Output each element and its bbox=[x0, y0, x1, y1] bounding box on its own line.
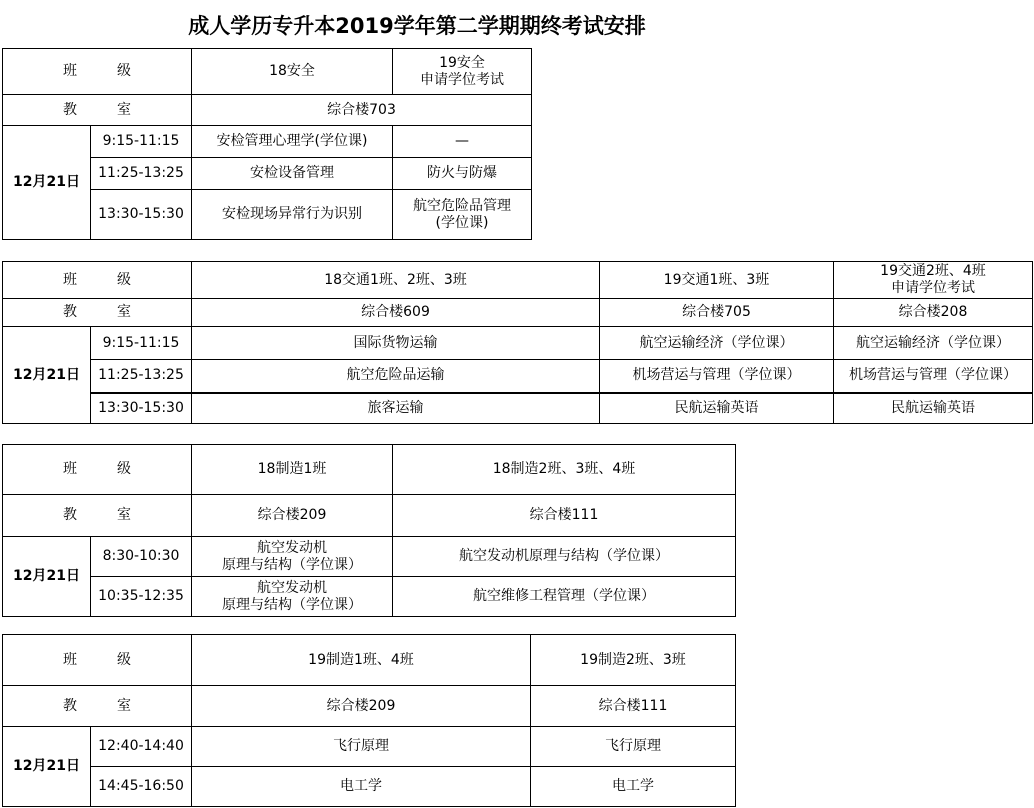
exam-subject: 安检设备管理 bbox=[192, 158, 393, 190]
exam-subject: 飞行原理 bbox=[531, 727, 736, 767]
document-title: 成人学历专升本2019学年第二学期期终考试安排 bbox=[188, 14, 646, 38]
exam-date: 12月21日 bbox=[3, 327, 91, 424]
room-cell: 综合楼209 bbox=[192, 686, 531, 727]
time-slot: 11:25-13:25 bbox=[91, 360, 192, 393]
exam-table-transport bbox=[2, 261, 1033, 424]
room-cell: 综合楼111 bbox=[393, 495, 736, 537]
class-header: 19交通2班、4班 申请学位考试 bbox=[834, 262, 1033, 299]
exam-subject: 机场营运与管理（学位课） bbox=[600, 360, 834, 393]
exam-date: 12月21日 bbox=[3, 126, 91, 240]
room-cell: 综合楼705 bbox=[600, 299, 834, 327]
exam-table-manufacturing-19 bbox=[2, 634, 736, 807]
class-header: 19制造2班、3班 bbox=[531, 635, 736, 686]
time-slot: 8:30-10:30 bbox=[91, 537, 192, 577]
exam-subject: 防火与防爆 bbox=[393, 158, 532, 190]
exam-subject: 机场营运与管理（学位课） bbox=[834, 360, 1033, 393]
exam-table-safety bbox=[2, 48, 532, 240]
room-cell: 综合楼208 bbox=[834, 299, 1033, 327]
time-slot: 9:15-11:15 bbox=[91, 126, 192, 158]
time-slot: 9:15-11:15 bbox=[91, 327, 192, 360]
class-header: 18交通1班、2班、3班 bbox=[192, 262, 600, 299]
exam-subject: 航空维修工程管理（学位课） bbox=[393, 577, 736, 617]
class-header: 19制造1班、4班 bbox=[192, 635, 531, 686]
exam-subject: 电工学 bbox=[531, 767, 736, 807]
exam-date: 12月21日 bbox=[3, 537, 91, 617]
exam-subject: 飞行原理 bbox=[192, 727, 531, 767]
exam-subject: 民航运输英语 bbox=[834, 393, 1033, 424]
exam-subject: 航空运输经济（学位课） bbox=[600, 327, 834, 360]
exam-subject: 旅客运输 bbox=[192, 393, 600, 424]
class-header: 18制造2班、3班、4班 bbox=[393, 445, 736, 495]
class-header-label: 班 级 bbox=[3, 635, 192, 686]
exam-subject: 航空发动机原理与结构（学位课） bbox=[393, 537, 736, 577]
room-cell: 综合楼703 bbox=[192, 95, 532, 126]
class-header: 18制造1班 bbox=[192, 445, 393, 495]
time-slot: 12:40-14:40 bbox=[91, 727, 192, 767]
time-slot: 11:25-13:25 bbox=[91, 158, 192, 190]
room-cell: 综合楼209 bbox=[192, 495, 393, 537]
exam-table-manufacturing-18 bbox=[2, 444, 736, 617]
room-cell: 综合楼609 bbox=[192, 299, 600, 327]
exam-subject: 航空发动机 原理与结构（学位课） bbox=[192, 537, 393, 577]
room-cell: 综合楼111 bbox=[531, 686, 736, 727]
exam-subject: — bbox=[393, 126, 532, 158]
exam-subject: 航空危险品运输 bbox=[192, 360, 600, 393]
exam-subject: 航空危险品管理 (学位课) bbox=[393, 190, 532, 240]
room-label: 教 室 bbox=[3, 299, 192, 327]
room-label: 教 室 bbox=[3, 495, 192, 537]
room-label: 教 室 bbox=[3, 686, 192, 727]
time-slot: 14:45-16:50 bbox=[91, 767, 192, 807]
exam-subject: 航空发动机 原理与结构（学位课） bbox=[192, 577, 393, 617]
room-label: 教 室 bbox=[3, 95, 192, 126]
class-header-label: 班 级 bbox=[3, 49, 192, 95]
class-header-label: 班 级 bbox=[3, 445, 192, 495]
class-header: 19安全 申请学位考试 bbox=[393, 49, 532, 95]
time-slot: 10:35-12:35 bbox=[91, 577, 192, 617]
exam-subject: 安检管理心理学(学位课) bbox=[192, 126, 393, 158]
time-slot: 13:30-15:30 bbox=[91, 190, 192, 240]
exam-date: 12月21日 bbox=[3, 727, 91, 807]
exam-subject: 安检现场异常行为识别 bbox=[192, 190, 393, 240]
exam-subject: 航空运输经济（学位课） bbox=[834, 327, 1033, 360]
exam-subject: 民航运输英语 bbox=[600, 393, 834, 424]
class-header-label: 班 级 bbox=[3, 262, 192, 299]
exam-subject: 电工学 bbox=[192, 767, 531, 807]
exam-subject: 国际货物运输 bbox=[192, 327, 600, 360]
time-slot: 13:30-15:30 bbox=[91, 393, 192, 424]
class-header: 19交通1班、3班 bbox=[600, 262, 834, 299]
class-header: 18安全 bbox=[192, 49, 393, 95]
